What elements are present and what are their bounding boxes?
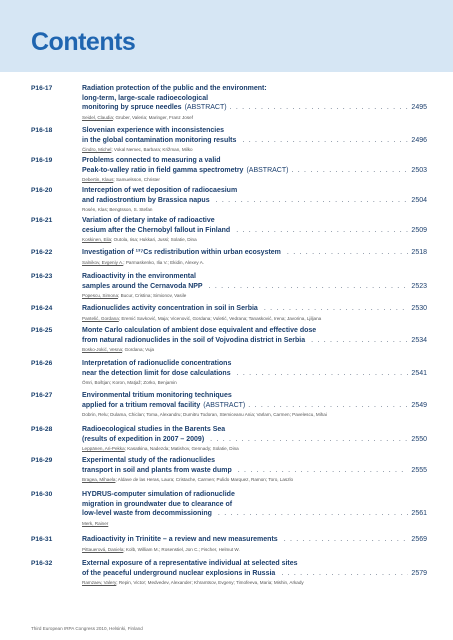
leader-dots	[237, 369, 409, 379]
entry-title-line: Peak-to-valley ratio in field gamma spectrometry	[82, 166, 244, 174]
page-number[interactable]: 2530	[411, 305, 427, 312]
entry-authors	[82, 236, 427, 243]
leader-dots	[311, 336, 408, 346]
entry-title-line: monitoring by spruce needles	[82, 104, 182, 111]
entry-title-line: Experimental study of the radionuclides	[82, 457, 216, 464]
leader-dots	[248, 401, 408, 411]
page-number[interactable]: 2496	[411, 136, 427, 144]
coauthors: ; Eremić Savković, Maja; Vicenović, Gordana; Vuletić, Vedrana; Tanasković, Irena; Javorina, Ljiljana	[118, 315, 322, 321]
page-number[interactable]: 2504	[411, 196, 427, 204]
coauthors: Ömri, Boštjan; Koron, Matjaž; Zorko, Benjamin	[82, 380, 177, 385]
entry-title-line: Variation of dietary intake of radioactive	[82, 217, 215, 224]
leader-dots	[209, 282, 409, 292]
entry-title-line: long-term, large-scale radioecological	[82, 94, 209, 102]
coauthors: ; Gordana; Vuja	[122, 347, 155, 352]
page-number[interactable]: 2503	[411, 166, 427, 174]
presenter: Bosko-Jokić, Vesna	[82, 347, 123, 352]
entry-authors	[82, 146, 427, 153]
coauthors: ; Vokal Nemec, Barbara; Križman, Milko	[111, 147, 193, 152]
page-number[interactable]: 2541	[411, 369, 427, 377]
entry-title-line: Slovenian experience with inconsistencies	[82, 127, 224, 134]
leader-dots	[230, 103, 409, 113]
entry-code: P16-27	[31, 392, 53, 399]
page-number[interactable]: 2509	[411, 226, 427, 234]
entry-title-line: External exposure of a representative individual at selected sites	[82, 560, 298, 567]
entry-title-line: cesium after the Chernobyl fallout in Finland	[82, 226, 231, 234]
entry-title-line: Radionuclides activity concentration in soil in Serbia	[82, 305, 258, 312]
leader-dots	[264, 304, 409, 314]
entry-authors	[82, 346, 427, 353]
entry-authors	[82, 579, 427, 586]
page-title: Contents	[31, 28, 136, 56]
footer-text: Third European IRPA Congress 2010, Helsinki, Finland	[31, 626, 143, 631]
entry-authors	[82, 445, 427, 452]
coauthors: ; Kasatkina, Nadezda; Matishov, Gennady; Solatie, Dina	[124, 446, 239, 451]
entry-title-line: Radioactivity in the environmental	[82, 273, 196, 280]
page-number[interactable]: 2534	[411, 336, 427, 344]
entry-title-line: of the peaceful underground nuclear explosions in Russia	[82, 569, 276, 577]
entry-code: P16-28	[31, 426, 53, 433]
entry-title-line: Interpretation of radionuclide concentrations	[82, 360, 232, 367]
entry-title-line: from natural radionuclides in the soil of Vojvodina district in Serbia	[82, 336, 306, 344]
page-number[interactable]: 2518	[411, 249, 427, 256]
coauthors: ; Gruber, Valeria; Maringer, Franz Josef	[112, 114, 193, 120]
entry-title-line: migration in groundwater due to clearance of	[82, 500, 233, 508]
presenter: Pantelić, Gordana	[82, 315, 119, 321]
page-number[interactable]: 2579	[411, 569, 427, 577]
presenter: Bragea, Mihaela	[82, 477, 116, 482]
entry-code: P16-30	[31, 491, 53, 498]
entry-title-line: samples around the Cernavoda NPP	[82, 282, 203, 290]
entry-authors	[82, 259, 427, 266]
entry-authors	[82, 114, 427, 121]
entry-authors	[82, 546, 427, 553]
entry-authors	[82, 176, 427, 183]
presenter: Pittauerová, Daniela	[82, 546, 124, 552]
presenter: Debertin, Klaus	[82, 177, 114, 182]
entry-code: P16-26	[31, 360, 53, 367]
entry-code: P16-22	[31, 249, 53, 256]
entry-title-line: low-level waste from decommissioning	[82, 510, 212, 517]
page-number[interactable]: 2569	[411, 536, 427, 543]
presenter: Koskinen, Eila	[82, 237, 112, 242]
entry-title-line: Investigation of ¹³⁷Cs redistribution within urban ecosystem	[82, 249, 281, 256]
entry-title-line: in the global contamination monitoring results	[82, 136, 237, 144]
entry-authors	[82, 315, 427, 322]
leader-dots	[291, 166, 408, 176]
coauthors: ; Aldave de las Heras, Laura; Cristache, Carmen; Pulido Marquez, Ramon; Toro, Laszlo	[115, 477, 294, 482]
entry-code: P16-29	[31, 457, 53, 464]
coauthors: ; Parmaskenko, Ilia V.; Ekidin, Alexey A.	[123, 259, 205, 265]
page-number[interactable]: 2549	[411, 401, 427, 409]
entry-code: P16-18	[31, 127, 53, 134]
coauthors: ; Kolb, William M.; Rosenstiel, Jon C.; Fischer, Helmut W.	[123, 546, 240, 552]
coauthors: ; Repin, Victor; Medvedev, Alexander; Khramtsov, Evgeny; Timofeeva, Maria; Mishin, Arkady	[116, 580, 304, 585]
coauthors: Dobrin, Relu; Dulama, Chiclan; Toma, Alexandru; Dumitru Todoran, Stemiceanu Ania; Varlam, Carmen; Pavelescu, Mihai	[82, 412, 327, 417]
page-number[interactable]: 2555	[411, 466, 427, 474]
entry-code: P16-19	[31, 157, 53, 164]
coauthors: ; Outola, Iisa; Hukkari, Jussi; Solatie, Dina	[111, 237, 197, 242]
entry-code: P16-24	[31, 305, 53, 312]
leader-dots	[238, 466, 409, 476]
entry-title-line: Environmental tritium monitoring techniques	[82, 392, 232, 399]
page-number[interactable]: 2495	[411, 104, 427, 111]
entry-title-line: near the detection limit for dose calculations	[82, 369, 231, 377]
presenter: Seidel, Claudia	[82, 114, 113, 120]
page-number[interactable]: 2550	[411, 435, 427, 443]
presenter: Popescu, Simona	[82, 293, 119, 298]
leader-dots	[281, 569, 408, 579]
entry-code: P16-21	[31, 217, 53, 224]
abstract-tag: (ABSTRACT)	[203, 401, 246, 409]
entry-title-line: Monte Carlo calculation of ambient dose equivalent and effective dose	[82, 327, 317, 334]
entry-code: P16-25	[31, 327, 53, 334]
entry-authors	[82, 520, 427, 527]
leader-dots	[218, 509, 409, 519]
leader-dots	[236, 226, 408, 236]
entry-authors	[82, 292, 427, 299]
leader-dots	[216, 196, 409, 206]
presenter: Čindro, Michel	[82, 147, 112, 152]
presenter: Salnikov, Evgeniy A.	[82, 259, 124, 265]
entry-code: P16-32	[31, 560, 53, 567]
entry-code: P16-20	[31, 187, 53, 194]
entry-title-line: and radiostrontium by Brassica napus	[82, 196, 210, 204]
leader-dots	[284, 535, 409, 545]
leader-dots	[242, 136, 408, 146]
presenter: Ramzaev, Valery	[82, 580, 117, 585]
presenter: Merk, Rainer	[82, 520, 109, 526]
entry-title-line: Radioecological studies in the Barents Sea	[82, 426, 226, 433]
entry-title-line: (results of expedition in 2007 – 2009)	[82, 435, 205, 443]
entry-title-line: transport in soil and plants from waste dump	[82, 466, 232, 474]
page-number[interactable]: 2561	[411, 510, 427, 517]
entry-title-line: Radiation protection of the public and the environment:	[82, 85, 267, 92]
header-band	[0, 0, 453, 72]
coauthors: Rosén, Klas; Bengtsson, S. Stefan	[82, 207, 153, 212]
entry-title-line: HYDRUS-computer simulation of radionuclide	[82, 491, 235, 498]
entry-title-line: Problems connected to measuring a valid	[82, 157, 221, 164]
entry-title-line: Interception of wet deposition of radiocaesium	[82, 187, 238, 194]
abstract-tag: (ABSTRACT)	[246, 166, 289, 174]
page-number[interactable]: 2523	[411, 282, 427, 290]
entry-title-line: applied for a tritium removal facility	[82, 401, 201, 409]
entry-code: P16-17	[31, 85, 53, 92]
abstract-tag: (ABSTRACT)	[184, 104, 227, 111]
coauthors: ; Samuelsson, Christer	[113, 177, 160, 182]
entry-authors	[82, 411, 427, 418]
leader-dots	[210, 435, 408, 445]
entry-authors	[82, 476, 427, 483]
entry-title-line: Radioactivity in Trinitite – a review and new measurements	[82, 536, 278, 543]
entry-code: P16-23	[31, 273, 53, 280]
coauthors: ; Bucur, Cristina; Simionov, Vasile	[118, 293, 187, 298]
leader-dots	[287, 248, 409, 258]
presenter: Leppänen, Ari-Pekka	[82, 446, 125, 451]
entry-code: P16-31	[31, 536, 53, 543]
entry-authors	[82, 379, 427, 386]
entry-authors	[82, 206, 427, 213]
